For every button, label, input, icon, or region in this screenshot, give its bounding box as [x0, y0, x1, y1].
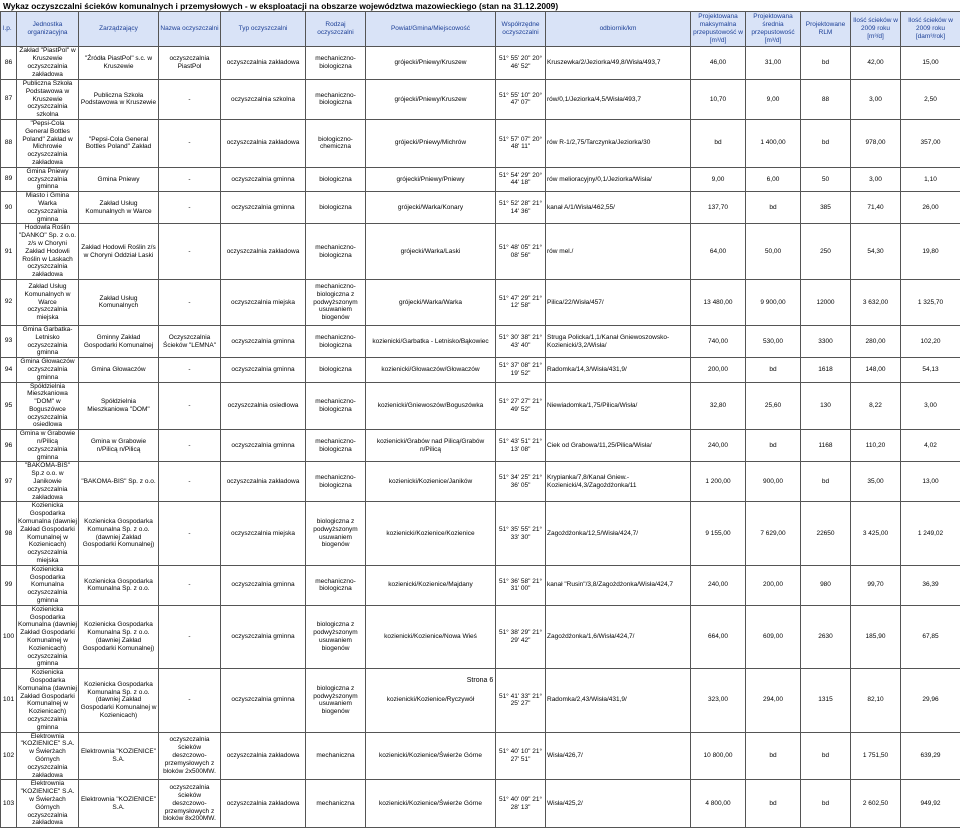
cell-srednia: 200,00 [746, 565, 801, 605]
cell-jednostka: Spółdzielnia Mieszkaniowa "DOM" w Boguszówce oczyszczalnia osiedlowa [17, 382, 79, 430]
cell-wspolrzedne: 51° 43' 51" 21° 13' 08" [496, 430, 546, 462]
cell-srednia: 25,60 [746, 382, 801, 430]
cell-typ: oczyszczalnia miejska [221, 502, 306, 565]
cell-nazwa: oczyszczalnia PiastPol [159, 47, 221, 80]
cell-ilosc-d: 3 425,00 [851, 502, 901, 565]
cell-powiat: kozienicki/Kozienice/Świerże Górne [366, 732, 496, 780]
table-row [1, 325, 960, 357]
cell-powiat: grójecki/Pniewy/Kruszew [366, 47, 496, 80]
cell-odbiornik: rów melioracyjny/0,1/Jeziorka/Wisła/ [546, 167, 691, 191]
cell-rlm: bd [801, 47, 851, 80]
table-row [1, 224, 960, 280]
cell-zarzadzajacy: Publiczna Szkoła Podstawowa w Kruszewie [79, 80, 159, 120]
cell-rodzaj: mechaniczno-biologiczna [306, 47, 366, 80]
cell-powiat: kozienicki/Kozienice/Majdany [366, 565, 496, 605]
cell-ilosc-rok: 639,29 [901, 732, 960, 780]
header-wspolrzedne: Współrzędne oczyszczalni [496, 12, 546, 47]
cell-zarzadzajacy: Gmina w Grabowie n/Pilicą n/Pilicą [79, 430, 159, 462]
cell-nazwa: oczyszczalnia ścieków deszczowo-przemysłowych z bloków 2x500MW. [159, 732, 221, 780]
cell-odbiornik: Wisła/426,7/ [546, 732, 691, 780]
cell-max: 200,00 [691, 358, 746, 382]
cell-odbiornik: Niewiadomka/1,75/Pilica/Wisła/ [546, 382, 691, 430]
cell-ilosc-rok: 19,80 [901, 224, 960, 280]
cell-nazwa: - [159, 167, 221, 191]
cell-rlm: bd [801, 780, 851, 828]
cell-powiat: kozienicki/Gniewoszów/Boguszówka [366, 382, 496, 430]
cell-jednostka: Miasto i Gmina Warka oczyszczalnia gminna [17, 192, 79, 224]
cell-zarzadzajacy: Elektrownia "KOZIENICE" S.A. [79, 780, 159, 828]
cell-wspolrzedne: 51° 47' 29" 21° 12' 58" [496, 279, 546, 325]
cell-odbiornik: Radomka/2,43/Wisła/431,9/ [546, 669, 691, 732]
table-row [1, 192, 960, 224]
cell-srednia: 31,00 [746, 47, 801, 80]
table-row [1, 732, 960, 780]
cell-srednia: bd [746, 430, 801, 462]
cell-rlm: bd [801, 732, 851, 780]
cell-typ: oczyszczalnia gminna [221, 565, 306, 605]
cell-typ: oczyszczalnia gminna [221, 669, 306, 732]
cell-ilosc-d: 8,22 [851, 382, 901, 430]
cell-typ: oczyszczalnia gminna [221, 192, 306, 224]
cell-max: 4 800,00 [691, 780, 746, 828]
cell-rodzaj: biologiczna z podwyższonym usuwaniem biogenów [306, 669, 366, 732]
wastewater-table [0, 11, 960, 828]
cell-wspolrzedne: 51° 40' 09" 21° 28' 13" [496, 780, 546, 828]
cell-jednostka: Gmina Garbatka-Letnisko oczyszczalnia gminna [17, 325, 79, 357]
cell-typ: oczyszczalnia zakładowa [221, 224, 306, 280]
cell-powiat: kozienicki/Kozienice/Kozienice [366, 502, 496, 565]
cell-jednostka: Elektrownia "KOZIENICE" S.A. w Świerżach Górnych oczyszczalnia zakładowa [17, 732, 79, 780]
cell-jednostka: Elektrownia "KOZIENICE" S.A. w Świerżach Górnych oczyszczalnia zakładowa [17, 780, 79, 828]
cell-srednia: 609,00 [746, 605, 801, 668]
cell-typ: oczyszczalnia zakładowa [221, 47, 306, 80]
cell-srednia: 900,00 [746, 462, 801, 502]
cell-srednia: bd [746, 358, 801, 382]
cell-ilosc-rok: 26,00 [901, 192, 960, 224]
cell-jednostka: Publiczna Szkoła Podstawowa w Kruszewie oczyszczalnia szkolna [17, 80, 79, 120]
cell-nazwa: - [159, 382, 221, 430]
cell-lp: 89 [1, 167, 17, 191]
cell-jednostka: Gmina w Grabowie n/Pilicą oczyszczalnia gminna [17, 430, 79, 462]
cell-rodzaj: mechaniczno-biologiczna [306, 430, 366, 462]
cell-lp: 92 [1, 279, 17, 325]
header-typ: Typ oczyszczalni [221, 12, 306, 47]
cell-srednia: 50,00 [746, 224, 801, 280]
page-title: Wykaz oczyszczalni ścieków komunalnych i przemysłowych - w eksploatacji na obszarze województwa mazowieckiego (stan na 31.12.2009) [3, 1, 558, 11]
header-lp: l.p. [1, 12, 17, 47]
cell-rodzaj: biologiczno-chemiczna [306, 119, 366, 167]
cell-lp: 87 [1, 80, 17, 120]
cell-lp: 88 [1, 119, 17, 167]
table-row [1, 462, 960, 502]
cell-nazwa: - [159, 192, 221, 224]
cell-rodzaj: mechaniczno-biologiczna [306, 382, 366, 430]
header-srednia: Projektowana średnia przepustowość [m³/d] [746, 12, 801, 47]
cell-typ: oczyszczalnia gminna [221, 430, 306, 462]
cell-typ: oczyszczalnia zakładowa [221, 119, 306, 167]
cell-jednostka: Kozienicka Gospodarka Komunalna (dawniej Zakład Gospodarki Komunalnej w Kozienicach) oczyszczalnia gminna [17, 605, 79, 668]
page-footer: Strona 6 [0, 677, 960, 684]
cell-zarzadzajacy: "BAKOMA-BIS" Sp. z o.o. [79, 462, 159, 502]
cell-rlm: 50 [801, 167, 851, 191]
cell-rodzaj: biologiczna [306, 192, 366, 224]
cell-lp: 101 [1, 669, 17, 732]
cell-typ: oczyszczalnia gminna [221, 325, 306, 357]
cell-jednostka: "BAKOMA-BIS" Sp.z o.o. w Janikowie oczyszczalnia zakładowa [17, 462, 79, 502]
cell-nazwa: oczyszczalnia ścieków deszczowo-przemysłowych z bloków 8x200MW. [159, 780, 221, 828]
cell-wspolrzedne: 51° 55' 20" 20° 46' 52" [496, 47, 546, 80]
cell-lp: 91 [1, 224, 17, 280]
cell-typ: oczyszczalnia zakładowa [221, 462, 306, 502]
cell-ilosc-d: 82,10 [851, 669, 901, 732]
cell-odbiornik: rów/0,1/Jeziorka/4,5/Wisła/493,7 [546, 80, 691, 120]
cell-max: 10,70 [691, 80, 746, 120]
table-row [1, 167, 960, 191]
header-max: Projektowana maksymalna przepustowość w [m³/d] [691, 12, 746, 47]
cell-max: 740,00 [691, 325, 746, 357]
cell-ilosc-rok: 357,00 [901, 119, 960, 167]
cell-zarzadzajacy: Gmina Pniewy [79, 167, 159, 191]
cell-jednostka: Zakład "PiastPol" w Kruszewie oczyszczalnia zakładowa [17, 47, 79, 80]
cell-ilosc-d: 54,30 [851, 224, 901, 280]
cell-jednostka: Gmina Pniewy oczyszczalnia gminna [17, 167, 79, 191]
cell-jednostka: Kozienicka Gospodarka Komunalna (dawniej Zakład Gospodarki Komunalnej w Kozienicach) oczyszczalnia miejska [17, 502, 79, 565]
table-row [1, 47, 960, 80]
cell-nazwa: - [159, 119, 221, 167]
cell-powiat: grójecki/Warka/Konary [366, 192, 496, 224]
cell-zarzadzajacy: Kozienicka Gospodarka Komunalna Sp. z o.o. (dawniej Zakład Gospodarki Komunalnej) [79, 502, 159, 565]
header-odbiornik: odbiornik/km [546, 12, 691, 47]
cell-zarzadzajacy: Elektrownia "KOZIENICE" S.A. [79, 732, 159, 780]
cell-srednia: 9,00 [746, 80, 801, 120]
cell-nazwa: - [159, 430, 221, 462]
cell-zarzadzajacy: "Pepsi-Cola General Bottles Poland" Zakład [79, 119, 159, 167]
cell-rodzaj: mechaniczna [306, 732, 366, 780]
cell-typ: oczyszczalnia gminna [221, 167, 306, 191]
cell-ilosc-d: 3 632,00 [851, 279, 901, 325]
cell-nazwa: - [159, 565, 221, 605]
cell-max: 13 480,00 [691, 279, 746, 325]
cell-nazwa: - [159, 80, 221, 120]
cell-odbiornik: kanał "Rusin"/3,8/Zagożdżonka/Wisła/424,7 [546, 565, 691, 605]
cell-ilosc-rok: 1 325,70 [901, 279, 960, 325]
cell-lp: 93 [1, 325, 17, 357]
cell-zarzadzajacy: Kozienicka Gospodarka Komunalna Sp. z o.o. (dawniej Zakład Gospodarki Komunalnej w Kozienicach) [79, 669, 159, 732]
cell-typ: oczyszczalnia zakładowa [221, 732, 306, 780]
cell-nazwa: - [159, 358, 221, 382]
cell-ilosc-d: 42,00 [851, 47, 901, 80]
cell-max: bd [691, 119, 746, 167]
table-row [1, 780, 960, 828]
cell-rlm: 1168 [801, 430, 851, 462]
table-row [1, 119, 960, 167]
cell-wspolrzedne: 51° 30' 38" 21° 43' 40" [496, 325, 546, 357]
cell-lp: 90 [1, 192, 17, 224]
cell-nazwa: - [159, 669, 221, 732]
cell-rlm: 1618 [801, 358, 851, 382]
cell-powiat: kozienicki/Głowaczów/Głowaczów [366, 358, 496, 382]
cell-powiat: kozienicki/Kozienice/Ryczywół [366, 669, 496, 732]
cell-ilosc-rok: 3,00 [901, 382, 960, 430]
table-row [1, 605, 960, 668]
cell-powiat: grójecki/Pniewy/Kruszew [366, 80, 496, 120]
cell-ilosc-d: 2 602,50 [851, 780, 901, 828]
cell-ilosc-rok: 2,50 [901, 80, 960, 120]
cell-nazwa: - [159, 462, 221, 502]
cell-odbiornik: Zagożdżonka/1,6/Wisła/424,7/ [546, 605, 691, 668]
header-nazwa: Nazwa oczyszczalni [159, 12, 221, 47]
cell-max: 10 800,00 [691, 732, 746, 780]
cell-srednia: 6,00 [746, 167, 801, 191]
cell-rlm: 12000 [801, 279, 851, 325]
cell-wspolrzedne: 51° 55' 10" 20° 47' 07" [496, 80, 546, 120]
cell-rlm: bd [801, 119, 851, 167]
cell-wspolrzedne: 51° 40' 10" 21° 27' 51" [496, 732, 546, 780]
cell-jednostka: Hodowla Roślin "DANKO" Sp. z o.o. z/s w Choryni Zakład Hodowli Roślin w Laskach oczyszczalnia zakładowa [17, 224, 79, 280]
cell-ilosc-d: 978,00 [851, 119, 901, 167]
cell-odbiornik: Struga Policka/1,1/Kanał Gniewoszowsko-Kozienicki/3,2/Wisła/ [546, 325, 691, 357]
cell-powiat: kozienicki/Kozienice/Nowa Wieś [366, 605, 496, 668]
cell-ilosc-rok: 54,13 [901, 358, 960, 382]
cell-ilosc-d: 110,20 [851, 430, 901, 462]
cell-rlm: 3300 [801, 325, 851, 357]
cell-lp: 97 [1, 462, 17, 502]
cell-max: 32,80 [691, 382, 746, 430]
cell-srednia: bd [746, 780, 801, 828]
cell-wspolrzedne: 51° 57' 07" 20° 48' 11" [496, 119, 546, 167]
cell-rlm: 250 [801, 224, 851, 280]
header-jednostka: Jednostka organizacyjna [17, 12, 79, 47]
cell-typ: oczyszczalnia miejska [221, 279, 306, 325]
cell-ilosc-rok: 29,96 [901, 669, 960, 732]
cell-rodzaj: mechaniczno-biologiczna [306, 80, 366, 120]
header-row [1, 12, 960, 47]
cell-ilosc-rok: 15,00 [901, 47, 960, 80]
cell-zarzadzajacy: Zakład Hodowli Roślin z/s w Choryni Oddział Laski [79, 224, 159, 280]
cell-odbiornik: Ciek od Grabowa/11,25/Pilica/Wisła/ [546, 430, 691, 462]
cell-ilosc-d: 280,00 [851, 325, 901, 357]
cell-powiat: kozienicki/Grabów nad Pilicą/Grabów n/Pilicą [366, 430, 496, 462]
cell-max: 1 200,00 [691, 462, 746, 502]
cell-lp: 103 [1, 780, 17, 828]
cell-ilosc-d: 3,00 [851, 80, 901, 120]
cell-odbiornik: rów R-1/2,75/Tarczynka/Jeziorka/30 [546, 119, 691, 167]
cell-lp: 98 [1, 502, 17, 565]
table-row [1, 279, 960, 325]
cell-rlm: 1315 [801, 669, 851, 732]
cell-ilosc-rok: 1 249,02 [901, 502, 960, 565]
cell-wspolrzedne: 51° 41' 33" 21° 25' 27" [496, 669, 546, 732]
table-row [1, 565, 960, 605]
cell-rlm: 980 [801, 565, 851, 605]
cell-ilosc-d: 3,00 [851, 167, 901, 191]
cell-zarzadzajacy: Kozienicka Gospodarka Komunalna Sp. z o.o. [79, 565, 159, 605]
cell-jednostka: Kozienicka Gospodarka Komunalna (dawniej Zakład Gospodarki Komunalnej w Kozienicach) oczyszczalnia gminna [17, 669, 79, 732]
cell-typ: oczyszczalnia zakładowa [221, 780, 306, 828]
cell-lp: 102 [1, 732, 17, 780]
cell-zarzadzajacy: Zakład Usług Komunalnych [79, 279, 159, 325]
cell-lp: 96 [1, 430, 17, 462]
cell-wspolrzedne: 51° 52' 28" 21° 14' 36" [496, 192, 546, 224]
cell-odbiornik: Zagożdżonka/12,5/Wisła/424,7/ [546, 502, 691, 565]
cell-rlm: 385 [801, 192, 851, 224]
cell-max: 664,00 [691, 605, 746, 668]
cell-powiat: kozienicki/Kozienice/Świerże Górne [366, 780, 496, 828]
cell-typ: oczyszczalnia szkolna [221, 80, 306, 120]
cell-odbiornik: Pilica/22/Wisła/457/ [546, 279, 691, 325]
cell-srednia: 1 400,00 [746, 119, 801, 167]
cell-powiat: grójecki/Warka/Laski [366, 224, 496, 280]
cell-lp: 95 [1, 382, 17, 430]
cell-typ: oczyszczalnia gminna [221, 605, 306, 668]
cell-nazwa: - [159, 279, 221, 325]
header-powiat: Powiat/Gmina/Miejscowość [366, 12, 496, 47]
cell-ilosc-d: 185,90 [851, 605, 901, 668]
cell-srednia: 294,00 [746, 669, 801, 732]
cell-max: 240,00 [691, 565, 746, 605]
cell-rlm: 130 [801, 382, 851, 430]
cell-nazwa: - [159, 502, 221, 565]
cell-zarzadzajacy: Kozienicka Gospodarka Komunalna Sp. z o.o. (dawniej Zakład Gospodarki Komunalnej) [79, 605, 159, 668]
cell-odbiornik: Krypianka/7,8/Kanał Gniew.-Kozienicki/4,3/Zagożdżonka/11 [546, 462, 691, 502]
cell-wspolrzedne: 51° 34' 25" 21° 36' 05" [496, 462, 546, 502]
cell-jednostka: "Pepsi-Cola General Bottles Poland" Zakład w Michrowie oczyszczalnia zakładowa [17, 119, 79, 167]
cell-nazwa: - [159, 605, 221, 668]
cell-srednia: 9 900,00 [746, 279, 801, 325]
header-ilosc-rok: Ilość ścieków w 2009 roku [dam³/rok] [901, 12, 960, 47]
cell-ilosc-rok: 4,02 [901, 430, 960, 462]
cell-odbiornik: rów mel./ [546, 224, 691, 280]
cell-ilosc-d: 99,70 [851, 565, 901, 605]
cell-ilosc-rok: 13,00 [901, 462, 960, 502]
cell-rodzaj: mechaniczna [306, 780, 366, 828]
cell-powiat: kozienicki/Kozienice/Janików [366, 462, 496, 502]
cell-rlm: 2630 [801, 605, 851, 668]
cell-powiat: kozienicki/Garbatka - Letnisko/Bąkowiec [366, 325, 496, 357]
cell-rodzaj: mechaniczno-biologiczna z podwyższonym usuwaniem biogenów [306, 279, 366, 325]
cell-rodzaj: mechaniczno-biologiczna [306, 462, 366, 502]
cell-powiat: grójecki/Pniewy/Michrów [366, 119, 496, 167]
cell-ilosc-rok: 36,39 [901, 565, 960, 605]
cell-max: 9 155,00 [691, 502, 746, 565]
cell-srednia: 7 629,00 [746, 502, 801, 565]
cell-zarzadzajacy: Gmina Głowaczów [79, 358, 159, 382]
cell-srednia: 530,00 [746, 325, 801, 357]
cell-lp: 99 [1, 565, 17, 605]
cell-ilosc-d: 35,00 [851, 462, 901, 502]
cell-wspolrzedne: 51° 37' 08" 21° 19' 52" [496, 358, 546, 382]
cell-ilosc-rok: 949,92 [901, 780, 960, 828]
cell-odbiornik: Wisła/425,2/ [546, 780, 691, 828]
cell-nazwa: Oczyszczalnia Ścieków "LEMNA" [159, 325, 221, 357]
cell-max: 64,00 [691, 224, 746, 280]
cell-wspolrzedne: 51° 38' 29" 21° 29' 42" [496, 605, 546, 668]
cell-odbiornik: kanał A/1/Wisła/462,55/ [546, 192, 691, 224]
cell-odbiornik: Kruszewka/2/Jeziorka/49,8/Wisła/493,7 [546, 47, 691, 80]
cell-wspolrzedne: 51° 48' 05" 21° 08' 56" [496, 224, 546, 280]
cell-ilosc-d: 148,00 [851, 358, 901, 382]
cell-rodzaj: mechaniczno-biologiczna [306, 224, 366, 280]
cell-lp: 94 [1, 358, 17, 382]
cell-ilosc-rok: 1,10 [901, 167, 960, 191]
cell-max: 240,00 [691, 430, 746, 462]
cell-ilosc-d: 71,40 [851, 192, 901, 224]
cell-ilosc-d: 1 751,50 [851, 732, 901, 780]
cell-rodzaj: mechaniczno-biologiczna [306, 325, 366, 357]
cell-jednostka: Zakład Usług Komunalnych w Warce oczyszczalnia miejska [17, 279, 79, 325]
cell-wspolrzedne: 51° 36' 58" 21° 31' 00" [496, 565, 546, 605]
header-zarzadzajacy: Zarządzający [79, 12, 159, 47]
cell-zarzadzajacy: Spółdzielnia Mieszkaniowa "DOM" [79, 382, 159, 430]
cell-rodzaj: biologiczna [306, 358, 366, 382]
cell-ilosc-rok: 67,85 [901, 605, 960, 668]
cell-srednia: bd [746, 732, 801, 780]
cell-max: 323,00 [691, 669, 746, 732]
cell-odbiornik: Radomka/14,3/Wisła/431,9/ [546, 358, 691, 382]
cell-rlm: 88 [801, 80, 851, 120]
cell-lp: 86 [1, 47, 17, 80]
cell-max: 46,00 [691, 47, 746, 80]
cell-rodzaj: biologiczna z podwyższonym usuwaniem biogenów [306, 502, 366, 565]
cell-rodzaj: biologiczna [306, 167, 366, 191]
cell-zarzadzajacy: Zakład Usług Komunalnych w Warce [79, 192, 159, 224]
cell-lp: 100 [1, 605, 17, 668]
cell-ilosc-rok: 102,20 [901, 325, 960, 357]
cell-rlm: 22650 [801, 502, 851, 565]
cell-zarzadzajacy: Gminny Zakład Gospodarki Komunalnej [79, 325, 159, 357]
cell-max: 137,70 [691, 192, 746, 224]
cell-typ: oczyszczalnia osiedlowa [221, 382, 306, 430]
header-rlm: Projektowane RLM [801, 12, 851, 47]
cell-rodzaj: mechaniczno-biologiczna [306, 565, 366, 605]
cell-jednostka: Gmina Głowaczów oczyszczalnia gminna [17, 358, 79, 382]
table-row [1, 430, 960, 462]
cell-typ: oczyszczalnia gminna [221, 358, 306, 382]
cell-rodzaj: biologiczna z podwyższonym usuwaniem biogenów [306, 605, 366, 668]
cell-srednia: bd [746, 192, 801, 224]
header-rodzaj: Rodzaj oczyszczalni [306, 12, 366, 47]
table-row [1, 382, 960, 430]
cell-jednostka: Kozienicka Gospodarka Komunalna oczyszczalnia gminna [17, 565, 79, 605]
cell-wspolrzedne: 51° 35' 55" 21° 33' 30" [496, 502, 546, 565]
cell-nazwa: - [159, 224, 221, 280]
cell-powiat: grójecki/Warka/Warka [366, 279, 496, 325]
cell-rlm: bd [801, 462, 851, 502]
cell-wspolrzedne: 51° 54' 29" 20° 44' 18" [496, 167, 546, 191]
cell-powiat: grójecki/Pniewy/Pniewy [366, 167, 496, 191]
table-row [1, 358, 960, 382]
cell-max: 9,00 [691, 167, 746, 191]
table-row [1, 80, 960, 120]
table-row [1, 502, 960, 565]
header-ilosc-d: Ilość ścieków w 2009 roku [m³/d] [851, 12, 901, 47]
cell-zarzadzajacy: "Źródła PiastPol" s.c. w Kruszewie [79, 47, 159, 80]
cell-wspolrzedne: 51° 27' 27" 21° 49' 52" [496, 382, 546, 430]
